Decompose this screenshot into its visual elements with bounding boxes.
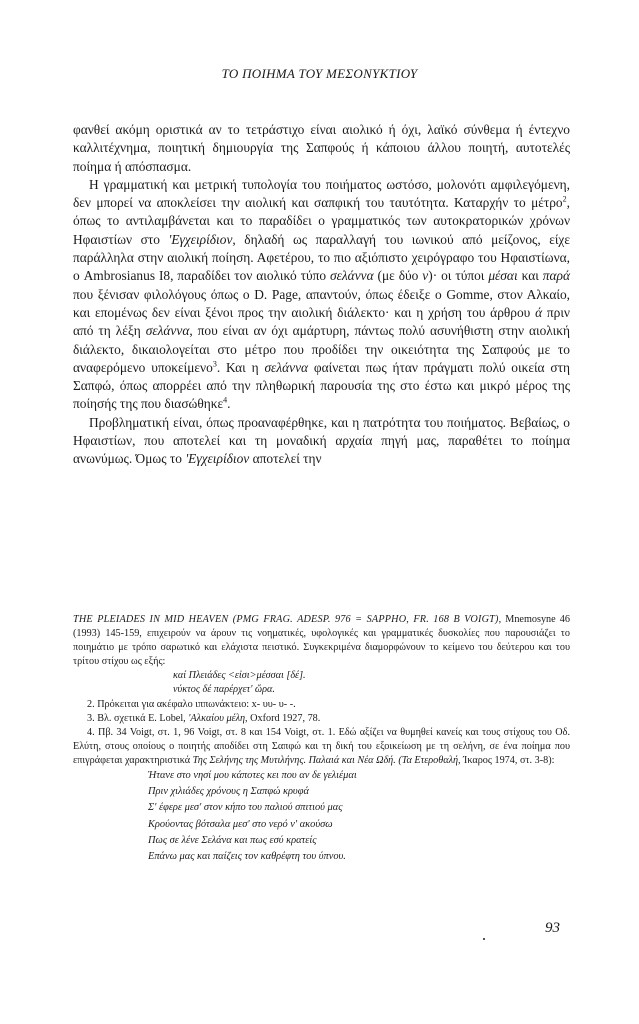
paragraph-3: Προβληματική είναι, όπως προαναφέρθηκε, και η πατρότητα του ποιήματος. Βεβαίως, ο Ηφαιστίων, που αποτελεί και τη μοναδική αρχαία πηγή μας, παραθέτει το ποίημα ανωνύμως. Όμως το 'Εγχειρίδιον αποτελεί την: [73, 414, 570, 467]
footnote-4: 4. Πβ. 34 Voigt, στ. 1, 96 Voigt, στ. 8 και 154 Voigt, στ. 1. Εδώ αξίζει να θυμηθεί κανείς και τους στίχους του Οδ. Ελύτη, στους οποίους ο ποιητής αποδίδει στη Σαπφώ και τη δική του εξοικείωση με τη σελήνη, σε ένα ποίημα που επιγράφεται χαρακτηριστικά Της Σελήνης της Μυτιλήνης. Παλαιά και Νέα Ωδή. (Τα Ετεροθαλή, Ίκαρος 1974, στ. 3-8):: [73, 726, 570, 766]
footnote-1: THE PLEIADES IN MID HEAVEN (PMG FRAG. ADESP. 976 = SAPPHO, FR. 168 B VOIGT), Mnemosyne 46 (1993) 145-159, επιχειρούν να άρουν τις νοηματικές, υφολογικές και γραμματικές δυσκολίες που παρουσιάζει το ποιημάτιο με τρόπο σαρωτικό και ελάχιστα πειστικό. Συγκεκριμένα διαμορφώνουν το κείμενο του δεύτερου και του τρίτου στίχου ως εξής:: [73, 614, 570, 668]
paragraph-1: φανθεί ακόμη οριστικά αν το τετράστιχο είναι αιολικό ή όχι, λαϊκό σύνθεμα ή έντεχνο καλλιτέχνημα, ποιητική δημιουργία της Σαπφούς ή κάποιου άλλου ποιητή, αυτοτελές ποίημα ή απόσπασμα.: [73, 122, 570, 174]
footnote-ref-3: 3: [212, 359, 217, 369]
footnote-ref-2: 2: [562, 194, 567, 204]
footnote-ref-4: 4: [223, 395, 228, 405]
page-number: 93: [545, 920, 560, 936]
footnote-2: 2. Πρόκειται για ακέφαλο ιππωνάκτειο: x- υυ- υ- -.: [87, 698, 296, 710]
poem-line: Πριν χιλιάδες χρόνους η Σαπφώ κρυφά: [148, 786, 309, 798]
main-text: [73, 121, 570, 469]
poem-line: Επάνω μας και παίζεις τον καθρέφτη του ύπνου.: [148, 851, 346, 863]
footnotes: [73, 613, 570, 865]
poem-line: Πως σε λένε Σελάνα και πως εσύ κρατείς: [148, 834, 317, 846]
footnote-verse-line: νύκτος δέ παρέρχετ' ὤρα.: [173, 684, 275, 696]
running-header: ΤΟ ΠΟΙΗΜΑ ΤΟΥ ΜΕΣΟΝΥΚΤΙΟΥ: [221, 66, 418, 81]
footnote-3: 3. Βλ. σχετικά E. Lobel, 'Αλκαίου μέλη, Oxford 1927, 78.: [87, 712, 321, 724]
poem-line: Κρούοντας βότσαλα μεσ' στο νερό ν' ακούσω: [148, 818, 333, 830]
poem-line: Ήτανε στο νησί μου κάποτες κει που αν δε γελιέμαι: [148, 770, 357, 782]
poem-quote: [73, 768, 570, 865]
poem-line: Σ' έφερε μεσ' στον κήπο του παλιού σπιτιού μας: [148, 802, 343, 814]
footnote-verse-line: καί Πλειάδες <εἰσι>μέσσαι [δέ].: [173, 670, 306, 682]
speck-mark: [483, 938, 485, 940]
paragraph-2: Η γραμματική και μετρική τυπολογία του ποιήματος ωστόσο, μολονότι αμφιλεγόμενη, δεν μπορεί να αποκλείσει την αιολική και σαπφική του ταυτότητα. Καταρχήν το μέτρο$^2$, όπως το αντιλαμβάνεται και το παραδίδει ο γραμματικός των αυτοκρατορικών χρόνων Ηφαιστίων στο 'Εγχειρίδιον, δηλαδή ως παραλλαγή του ιωνικού από μείζονος, είχε παράλληλα στην αιολική ποίηση. Αφετέρου, το πιο αξιόπιστο χειρόγραφο του Ηφαιστίωνα, ο Ambrosianus I8, παραδίδει τον αιολικό τύπο σελάννα (με δύο ν)· οι τύποι μέσαι και παρά που ξένισαν φιλολόγους όπως ο D. Page, απαντούν, όπως έδειξε ο Gomme, στον Αλκαίο, και επομένως δεν είναι ξένοι προς την αιολική διάλεκτο· και η χρήση του άρθρου ά πριν από τη λέξη σελάννα, που είναι αν όχι αμάρτυρη, πάντως πολύ ασυνήθιστη στην αιολική διάλεκτο, δικαιολογείται στο μέτρο που προδίδει την οικειότητα της Σαπφούς με το αναφερόμενο υποκείμενο$^3$. Και η σελάννα φαίνεται πως ήταν πράγματι πολύ οικεία στη Σαπφώ, όπως απορρέει από την πληθωρική παρουσία της στο έστω και μικρό μέρος της ποίησής της που διασώθηκε$^4$.: [73, 176, 570, 412]
